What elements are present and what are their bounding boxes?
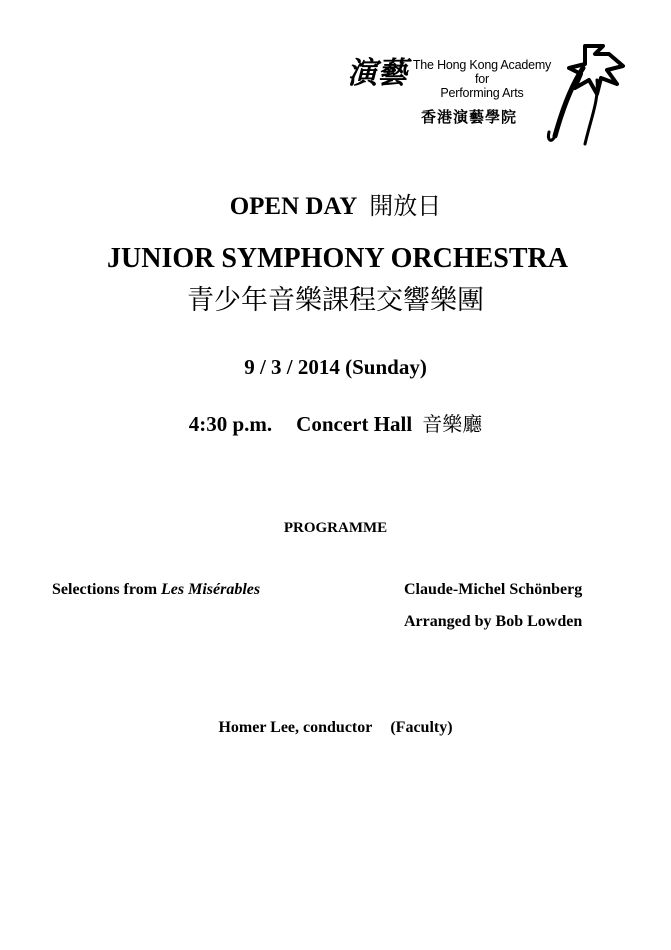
orchestra-name-zh: 青少年音樂課程交響樂團 bbox=[187, 285, 484, 316]
orchestra-name-en: JUNIOR SYMPHONY ORCHESTRA bbox=[107, 243, 568, 274]
event-time-venue bbox=[0, 408, 671, 437]
academy-logo bbox=[345, 40, 635, 150]
venue-en: Concert Hall bbox=[296, 412, 413, 436]
logo-name-zh: 香港演藝學院 bbox=[421, 108, 518, 126]
work-title: Les Misérables bbox=[161, 581, 261, 598]
conductor-line bbox=[0, 719, 671, 737]
conductor-affiliation: (Faculty) bbox=[390, 719, 453, 736]
conductor-name: Homer Lee, conductor bbox=[218, 719, 373, 736]
venue-zh: 音樂廳 bbox=[422, 412, 483, 436]
event-time: 4:30 p.m. bbox=[188, 412, 273, 436]
logo-name-en: The Hong Kong Academy for Performing Arts bbox=[412, 58, 552, 100]
programme-arranger: Arranged by Bob Lowden bbox=[404, 613, 583, 630]
programme-composer: Claude-Michel Schönberg bbox=[404, 581, 583, 598]
event-date: 9 / 3 / 2014 (Sunday) bbox=[244, 355, 427, 379]
academy-star-mark-icon bbox=[545, 40, 635, 150]
logo-brush-calligraphy: 演藝 bbox=[347, 56, 407, 91]
event-label: OPEN DAY 開放日 bbox=[229, 192, 442, 220]
programme-heading: PROGRAMME bbox=[283, 520, 388, 536]
programme-selection: Selections from Les Misérables bbox=[52, 581, 261, 598]
